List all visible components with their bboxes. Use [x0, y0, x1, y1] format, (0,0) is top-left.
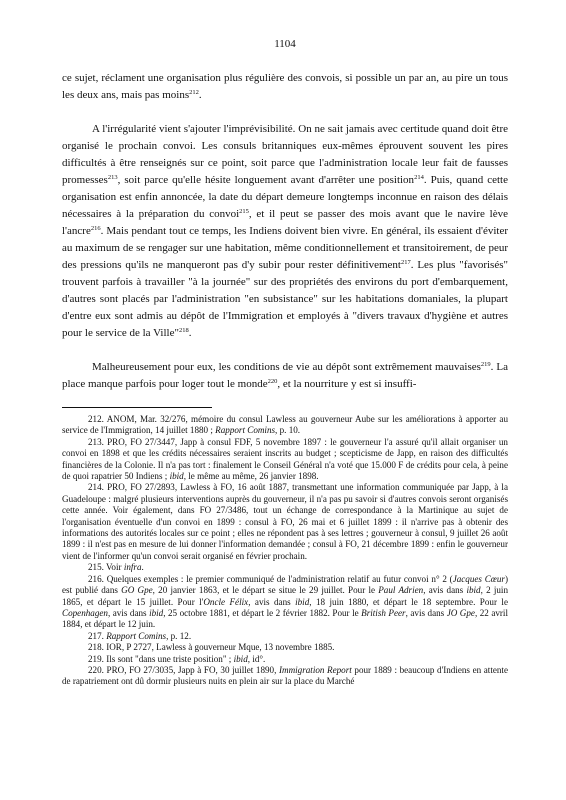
footnote-ref: 218	[178, 327, 189, 334]
italic-text: JO Gpe	[446, 607, 475, 618]
italic-text: ibid	[466, 585, 481, 596]
footnote-ref: 213	[107, 174, 118, 181]
text-run: . Mais pendant tout ce temps, les Indiens doivent bien vivre. En général, ils essaient d'éviter au maximum de se rengager sur une habitation, même conditionnellement et transitoirement, de peur des pressions qu'ils ne manqueront pas d'y subir pour rester définitivement	[62, 225, 508, 271]
italic-text: GO Gpe	[121, 585, 153, 596]
footnote-ref: 217	[400, 259, 411, 266]
italic-text: British Peer	[361, 607, 406, 618]
footnote-number: 218.	[88, 642, 104, 653]
text-run: , avis dans	[405, 607, 447, 618]
text-run: ) est publié dans	[62, 573, 508, 596]
footnote-ref: 216	[90, 225, 101, 232]
text-run: Voir	[106, 562, 124, 573]
footnote-number: 220.	[88, 664, 104, 675]
text-run: , et il peut se passer des mois avant que le navire lève l'ancre	[62, 208, 508, 237]
text-run: PRO, FO 27/2893, Lawless à FO, 16 août 1887, transmettant une information communiquée par Japp, à la Guadeloupe : malgré plusieurs interventions auprès du gouverneur, il n'a pas pu savoir si d'autres convois seront organisés cette année. Voir également, dans FO 27/3486, tout un échange de correspondance à la Martinique au sujet de l'organisation éventuelle d'un convoi en 1899 : consul à FO, 26 mai et 6 juillet 1899 : il n'arrive pas à obtenir des informations des autorités locales sur ce point ; elles ne répondent pas à ses lettres ; gouverneur à consul, 9 juillet 26 août 1899 : il n'est pas en mesure de lui donner l'information demandée ; consul à FO, 21 décembre 1899 : enfin le gouverneur vient de l'informer qu'un convoi serait organisé en février prochain.	[62, 482, 508, 561]
footnote-ref: 214	[414, 174, 424, 181]
page-number: 1104	[274, 38, 296, 50]
text-run: , 22 avril 1884, et départ le 12 juin.	[62, 607, 508, 630]
italic-text: Copenhagen	[62, 607, 108, 618]
text-run: A l'irrégularité vient s'ajouter l'imprévisibilité. On ne sait jamais avec certitude quand doit être organisé le prochain convoi. Les consuls britanniques eux-mêmes éprouvent souvent les pires difficultés à être renseignés sur ce point, soit parce que l'administration locale leur fait de fausses promesses	[62, 123, 508, 186]
text-run: Ils sont "dans une triste position" ;	[106, 653, 234, 664]
italic-text: infra	[123, 562, 142, 573]
footnote	[62, 574, 508, 631]
footnote-separator	[62, 407, 212, 408]
italic-text: Rapport Comins	[215, 425, 276, 436]
text-run: pour 1889 : beaucoup d'Indiens en attente de rapatriement ont dû dormir plusieurs nuits en plein air sur la place du Marché	[62, 664, 508, 687]
italic-text: ibid	[295, 596, 310, 607]
footnote	[62, 414, 508, 437]
footnote	[62, 642, 508, 653]
text-run: IOR, P 2727, Lawless à gouverneur Mque, 13 novembre 1885.	[106, 642, 335, 653]
text-run: , et la nourriture y est si insuffi-	[277, 378, 417, 390]
footnote	[62, 437, 508, 483]
text-run: , 25 octobre 1881, et départ le 2 février 1882. Pour le	[163, 607, 362, 618]
text-run: PRO, FO 27/3035, Japp à FO, 30 juillet 1890,	[106, 664, 279, 675]
text-run: , avis dans	[107, 607, 150, 618]
text-run: , p. 12.	[166, 630, 192, 641]
footnote	[62, 654, 508, 665]
text-run: , 2 juin 1865, et départ le 15 juillet. Pour l'	[62, 585, 508, 607]
italic-text: Oncle Félix	[203, 596, 249, 607]
footnote	[62, 665, 508, 688]
footnote-number: 219.	[88, 653, 104, 664]
footnote-ref: 215	[239, 208, 249, 215]
text-run: , soit parce qu'elle hésite longuement avant d'arrêter une position	[117, 174, 415, 186]
text-run: , avis dans	[248, 596, 296, 607]
footnote	[62, 482, 508, 562]
footnote-number: 213.	[88, 436, 104, 447]
italic-text: ibid	[169, 471, 184, 482]
text-run: .	[198, 89, 202, 101]
italic-text: Immigration Report	[278, 664, 352, 675]
text-run: PRO, FO 27/3447, Japp à consul FDF, 5 novembre 1897 : le gouverneur l'a assuré qu'il allait organiser un convoi en 1898 et que les crédits nécessaires seraient inscrits au budget ; scepticisme de Japp, en raison des difficultés financières de la Colonie. Il n'a pas tort : finalement le Conseil Général n'a voté que 15.000 F de crédits pour cela, à peine de quoi rapatrier 50 Indiens ;	[62, 436, 508, 482]
italic-text: ibid	[233, 653, 248, 664]
footnote	[62, 631, 508, 642]
italic-text: ibid	[149, 607, 164, 618]
text-run: Quelques exemples : le premier communiqué de l'administration relatif au futur convoi n° 2 (	[106, 573, 453, 584]
text-run: . Puis, quand cette organisation est enfin annoncée, la date du départ demeure longtemps inconnue en raison des délais nécessaires à la préparation du convoi	[62, 174, 508, 220]
text-run: , avis dans	[423, 585, 467, 596]
text-run: Malheureusement pour eux, les conditions de vie au dépôt sont extrêmement mauvaises	[92, 361, 481, 373]
italic-text: Rapport Comins	[106, 630, 167, 641]
footnote-number: 212.	[88, 414, 104, 424]
text-run: , le même au même, 26 janvier 1898.	[183, 471, 319, 482]
footnote-number: 215.	[88, 562, 104, 573]
paragraph	[62, 70, 508, 104]
paragraph	[62, 359, 508, 393]
text-run: . Les plus "favorisés" trouvent parfois à travailler "à la journée" sur des propriétés des environs du port d'embarquement, d'autres sont placés par l'administration "en subsistance" sur les habitations domaniales, la plupart d'entre eux sont admis au dépôt de l'Immigration et employés à "divers travaux d'hygiène et autres pour le service de la Ville"	[62, 259, 508, 339]
footnote-number: 216.	[88, 573, 104, 584]
paragraph	[62, 121, 508, 342]
text-run: ce sujet, réclament une organisation plus régulière des convois, si possible un par an, au pire un tous les deux ans, mais pas moins	[62, 72, 508, 101]
footnotes	[62, 414, 508, 688]
text-run: . La place manque parfois pour loger tout le monde	[62, 361, 508, 390]
text-run: .	[141, 562, 144, 573]
text-run: ANOM, Mar. 32/276, mémoire du consul Lawless au gouverneur Aube sur les améliorations à apporter au service de l'Immigration, 14 juillet 1880 ;	[62, 414, 508, 436]
footnote-ref: 219	[480, 361, 491, 368]
text-run: , 20 janvier 1863, et le départ se situe le 29 juillet. Pour le	[152, 585, 379, 596]
footnote-ref: 212	[189, 89, 199, 96]
text-run: .	[188, 327, 192, 339]
footnote-number: 214.	[88, 482, 104, 493]
italic-text: Jacques Cœur	[452, 573, 505, 584]
footnote-number: 217.	[88, 630, 104, 641]
text-run: , id°.	[247, 653, 266, 664]
footnote-ref: 220	[267, 378, 278, 385]
text-run: , p. 10.	[275, 425, 301, 436]
footnote	[62, 562, 508, 573]
italic-text: Paul Adrien	[378, 585, 424, 596]
text-run: , 18 juin 1880, et départ le 18 septembre. Pour le	[309, 596, 508, 607]
body-text	[62, 70, 508, 393]
